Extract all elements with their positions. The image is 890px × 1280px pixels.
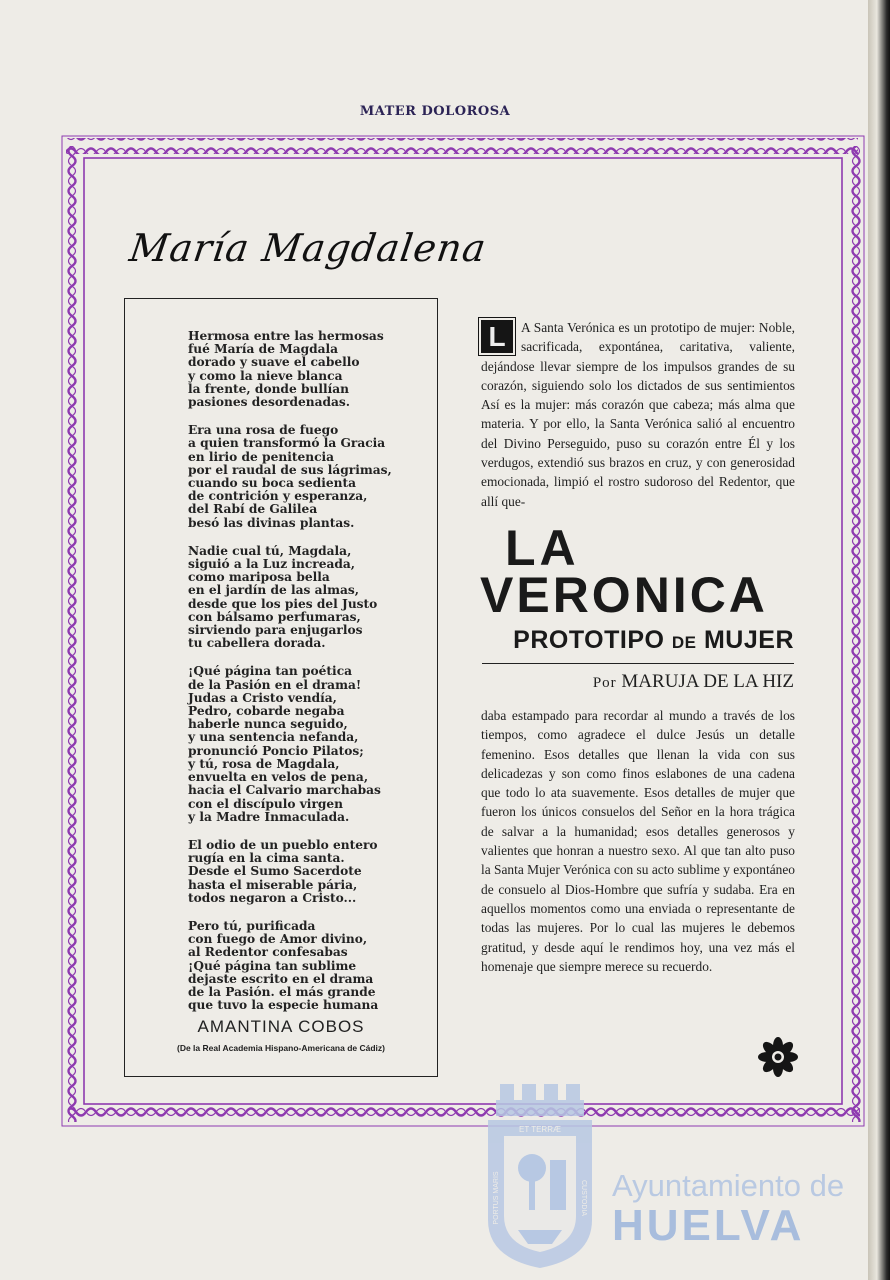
poem-line: El odio de un pueblo entero <box>188 837 378 852</box>
poem-stanza-5 <box>188 839 428 905</box>
poem-stanza-4 <box>188 665 428 823</box>
poem-stanza-6 <box>188 920 428 1012</box>
article-title-line1: LA <box>505 520 580 576</box>
byline-prefix: Por <box>592 675 617 691</box>
poem-line: todos negaron a Cristo... <box>188 890 357 905</box>
poem-line: y como la nieve blanca <box>188 368 343 383</box>
poem-line: en lirio de penitencia <box>188 449 335 464</box>
poem-line: Pero tú, purificada <box>188 918 316 933</box>
poem-line: de contrición y esperanza, <box>188 489 368 504</box>
poem-line: ¡Qué página tan poética <box>188 664 353 679</box>
article-byline <box>482 671 794 693</box>
poem-line: haberle nunca seguido, <box>188 717 348 732</box>
article-paragraph-bottom: daba estampado para recordar al mundo a través de los tiempos, como agradece el dulce Jesús un detalle femenino. Esos detalles que llenan la vida con sus delicadezas y son como finos eslabones de una cadena que todo lo ata suavemente. Esos detalles de mujer que fueron los únicos consuelos del Señor en la hora trágica de salvar a la humanidad; esos detalles generosos y valientes que honran a nuestro sexo. Al que tan alto puso la Santa Mujer Verónica con su acto sublime y expontáneo de consuelo al Dios-Hombre que sufría y sudaba. Era en aquellos momentos como una enviada o representante de todas las mujeres. Por lo cual las mujeres le debemos gratitud, y desde aquí le rendimos hoy, una vez más el homenaje que siempre merece su recuerdo. <box>481 708 795 974</box>
poem-stanza-1 <box>188 330 428 409</box>
watermark-seal-icon <box>482 1080 598 1270</box>
poem-line: Pedro, cobarde negaba <box>188 704 345 719</box>
subtitle-word-2: DE <box>671 633 697 652</box>
seal-top-text: ET TERRÆ <box>519 1125 561 1134</box>
poem-line: y la Madre Inmaculada. <box>188 809 350 824</box>
poem-author: AMANTINA COBOS <box>197 1017 365 1036</box>
poem-line: siguió a la Luz increada, <box>188 557 356 572</box>
poem-line: de la Pasión en el drama! <box>188 677 362 692</box>
poem-line: pronunció Poncio Pilatos; <box>188 743 364 758</box>
poem-line: desde que los pies del Justo <box>188 596 378 611</box>
poem-line: fué María de Magdala <box>188 342 339 357</box>
poem-line: como mariposa bella <box>188 570 330 585</box>
byline-name: MARUJA DE LA HIZ <box>621 671 794 692</box>
seal-left-text: PORTUS MARIS <box>493 1171 500 1225</box>
poem-body <box>188 330 428 1027</box>
poem-line: rugía en la cima santa. <box>188 851 345 866</box>
poem-line: al Redentor confesabas <box>188 945 348 960</box>
poem-line: tu cabellera dorada. <box>188 636 326 651</box>
subtitle-word-1: PROTOTIPO <box>513 626 665 654</box>
poem-line: dorado y suave el cabello <box>188 355 360 370</box>
drop-cap: L <box>481 320 513 353</box>
poem-line: a quien transformó la Gracia <box>188 436 386 451</box>
poem-line: hasta el miserable pária, <box>188 877 358 892</box>
poem-line: y una sentencia nefanda, <box>188 730 359 745</box>
poem-line: en el jardín de las almas, <box>188 583 360 598</box>
poem-line: de la Pasión. el más grande <box>188 984 376 999</box>
subtitle-word-3: MUJER <box>703 626 794 654</box>
article-text-top: A Santa Verónica es un prototipo de mujer: Noble, sacrificada, expontánea, caritativa, valiente, dejándose llevar siempre de los impulsos grandes de su corazón, siguiendo solo los dictados de sus sentimientos Así es la mujer: más corazón que cabeza; más alma que materia. Y por ello, la Santa Verónica salió al encuentro del Divino Perseguido, puso su corazón entre Él y los verdugos, extendió sus brazos en cruz, y con generosidad emocionada, limpió el rostro sudoroso del Redentor, que allí que- <box>481 320 795 509</box>
poem-line: hacia el Calvario marchabas <box>188 783 381 798</box>
seal-right-text: CUSTODIA <box>580 1179 587 1217</box>
poem-line: con el discípulo virgen <box>188 796 343 811</box>
page-header: MATER DOLOROSA <box>359 104 511 119</box>
poem-line: Nadie cual tú, Magdala, <box>188 543 352 558</box>
poem-line: sirviendo para enjugarlos <box>188 623 363 638</box>
poem-stanza-3 <box>188 545 428 651</box>
poem-line: Hermosa entre las hermosas <box>188 329 384 343</box>
poem-line: pasiones desordenadas. <box>188 395 351 410</box>
poem-line: con bálsamo perfumaras, <box>188 609 361 624</box>
poem-line: Desde el Sumo Sacerdote <box>188 864 362 879</box>
title-rule <box>482 663 794 664</box>
flower-ornament-icon <box>758 1037 798 1077</box>
poem-line: besó las divinas plantas. <box>188 515 355 530</box>
watermark-line2: HUELVA <box>612 1201 805 1250</box>
poem-line: cuando su boca sedienta <box>188 476 357 491</box>
poem-line: del Rabí de Galilea <box>188 502 318 517</box>
poem-line: que tuvo la especie humana <box>188 998 379 1013</box>
poem-line: ¡Qué página tan sublime <box>188 958 357 973</box>
page-edge <box>868 0 890 1280</box>
border-right-chain <box>846 146 862 1122</box>
poem-line: por el raudal de sus lágrimas, <box>188 462 392 477</box>
watermark-line1: Ayuntamiento de <box>612 1168 845 1203</box>
poem-line: y tú, rosa de Magdala, <box>188 756 340 771</box>
poem-line: la frente, donde bullían <box>188 381 349 396</box>
border-bottom-chain <box>70 1106 860 1122</box>
poem-credit: (De la Real Academia Hispano-Americana de Cádiz) <box>176 1043 385 1053</box>
poem-line: dejaste escrito en el drama <box>188 971 374 986</box>
poem-line: con fuego de Amor divino, <box>188 932 368 947</box>
poem-line: Judas a Cristo vendía, <box>188 690 337 705</box>
poem-stanza-2 <box>188 424 428 530</box>
article-paragraph-top <box>481 318 795 511</box>
border-top-chain <box>66 138 858 154</box>
poem-title: María Magdalena <box>126 226 490 270</box>
article-title-line2: VERONICA <box>480 567 768 623</box>
poem-line: Era una rosa de fuego <box>188 423 339 438</box>
article-subtitle <box>482 626 794 655</box>
border-left-chain <box>64 146 80 1122</box>
poem-line: envuelta en velos de pena, <box>188 770 369 785</box>
